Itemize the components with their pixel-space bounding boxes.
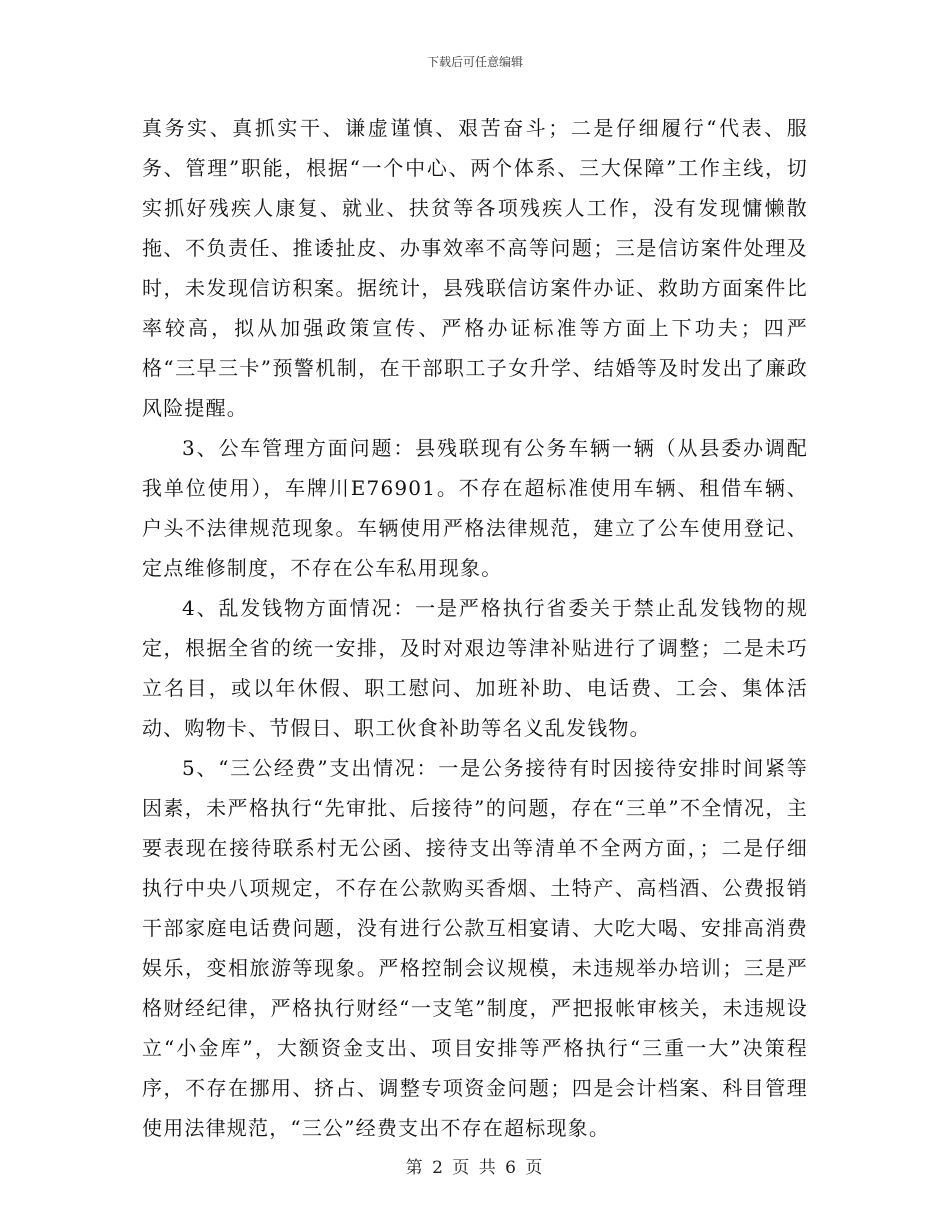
paragraph-continued: 真务实、真抓实干、谦虚谨慎、艰苦奋斗；二是仔细履行“代表、服务、管理”职能，根据“一个中心、两个体系、三大保障”工作主线，切实抓好残疾人康复、就业、扶贫等各项残疾人工作，没有发现慵懒散拖、不负责任、推诿扯皮、办事效率不高等问题；三是信访案件处理及时，未发现信访积案。据统计，县残联信访案件办证、救助方面案件比率较高，拟从加强政策宣传、严格办证标准等方面上下功夫；四严格“三早三卡”预警机制，在干部职工子女升学、结婚等及时发出了廉政风险提醒。 [142, 116, 808, 420]
paragraph-vehicle-management: 3、公车管理方面问题：县残联现有公务车辆一辆（从县委办调配我单位使用），车牌川E76901。不存在超标准使用车辆、租借车辆、户头不法律规范现象。车辆使用严格法律规范，建立了公车使用登记、定点维修制度，不存在公车私用现象。 [142, 436, 808, 580]
paragraph-three-public-expenses: 5、“三公经费”支出情况：一是公务接待有时因接待安排时间紧等因素，未严格执行“先审批、后接待”的问题，存在“三单”不全情况，主要表现在接待联系村无公函、接待支出等清单不全两方面，；二是仔细执行中央八项规定，不存在公款购买香烟、土特产、高档酒、公费报销干部家庭电话费问题，没有进行公款互相宴请、大吃大喝、安排高消费娱乐，变相旅游等现象。严格控制会议规模，未违规举办培训；三是严格财经纪律，严格执行财经“一支笔”制度，严把报帐审核关，未违规设立“小金库”，大额资金支出、项目安排等严格执行“三重一大”决策程序，不存在挪用、挤占、调整专项资金问题；四是会计档案、科目管理使用法律规范，“三公”经费支出不存在超标现象。 [142, 756, 808, 1140]
document-body [142, 108, 808, 1148]
paragraph-money-distribution: 4、乱发钱物方面情况：一是严格执行省委关于禁止乱发钱物的规定，根据全省的统一安排，及时对艰边等津补贴进行了调整；二是未巧立名目，或以年休假、职工慰问、加班补助、电话费、工会、集体活动、购物卡、节假日、职工伙食补助等名义乱发钱物。 [142, 596, 808, 740]
page-number: 第 2 页 共 6 页 [405, 1158, 545, 1178]
page-header: 下载后可任意编辑 [426, 55, 523, 69]
